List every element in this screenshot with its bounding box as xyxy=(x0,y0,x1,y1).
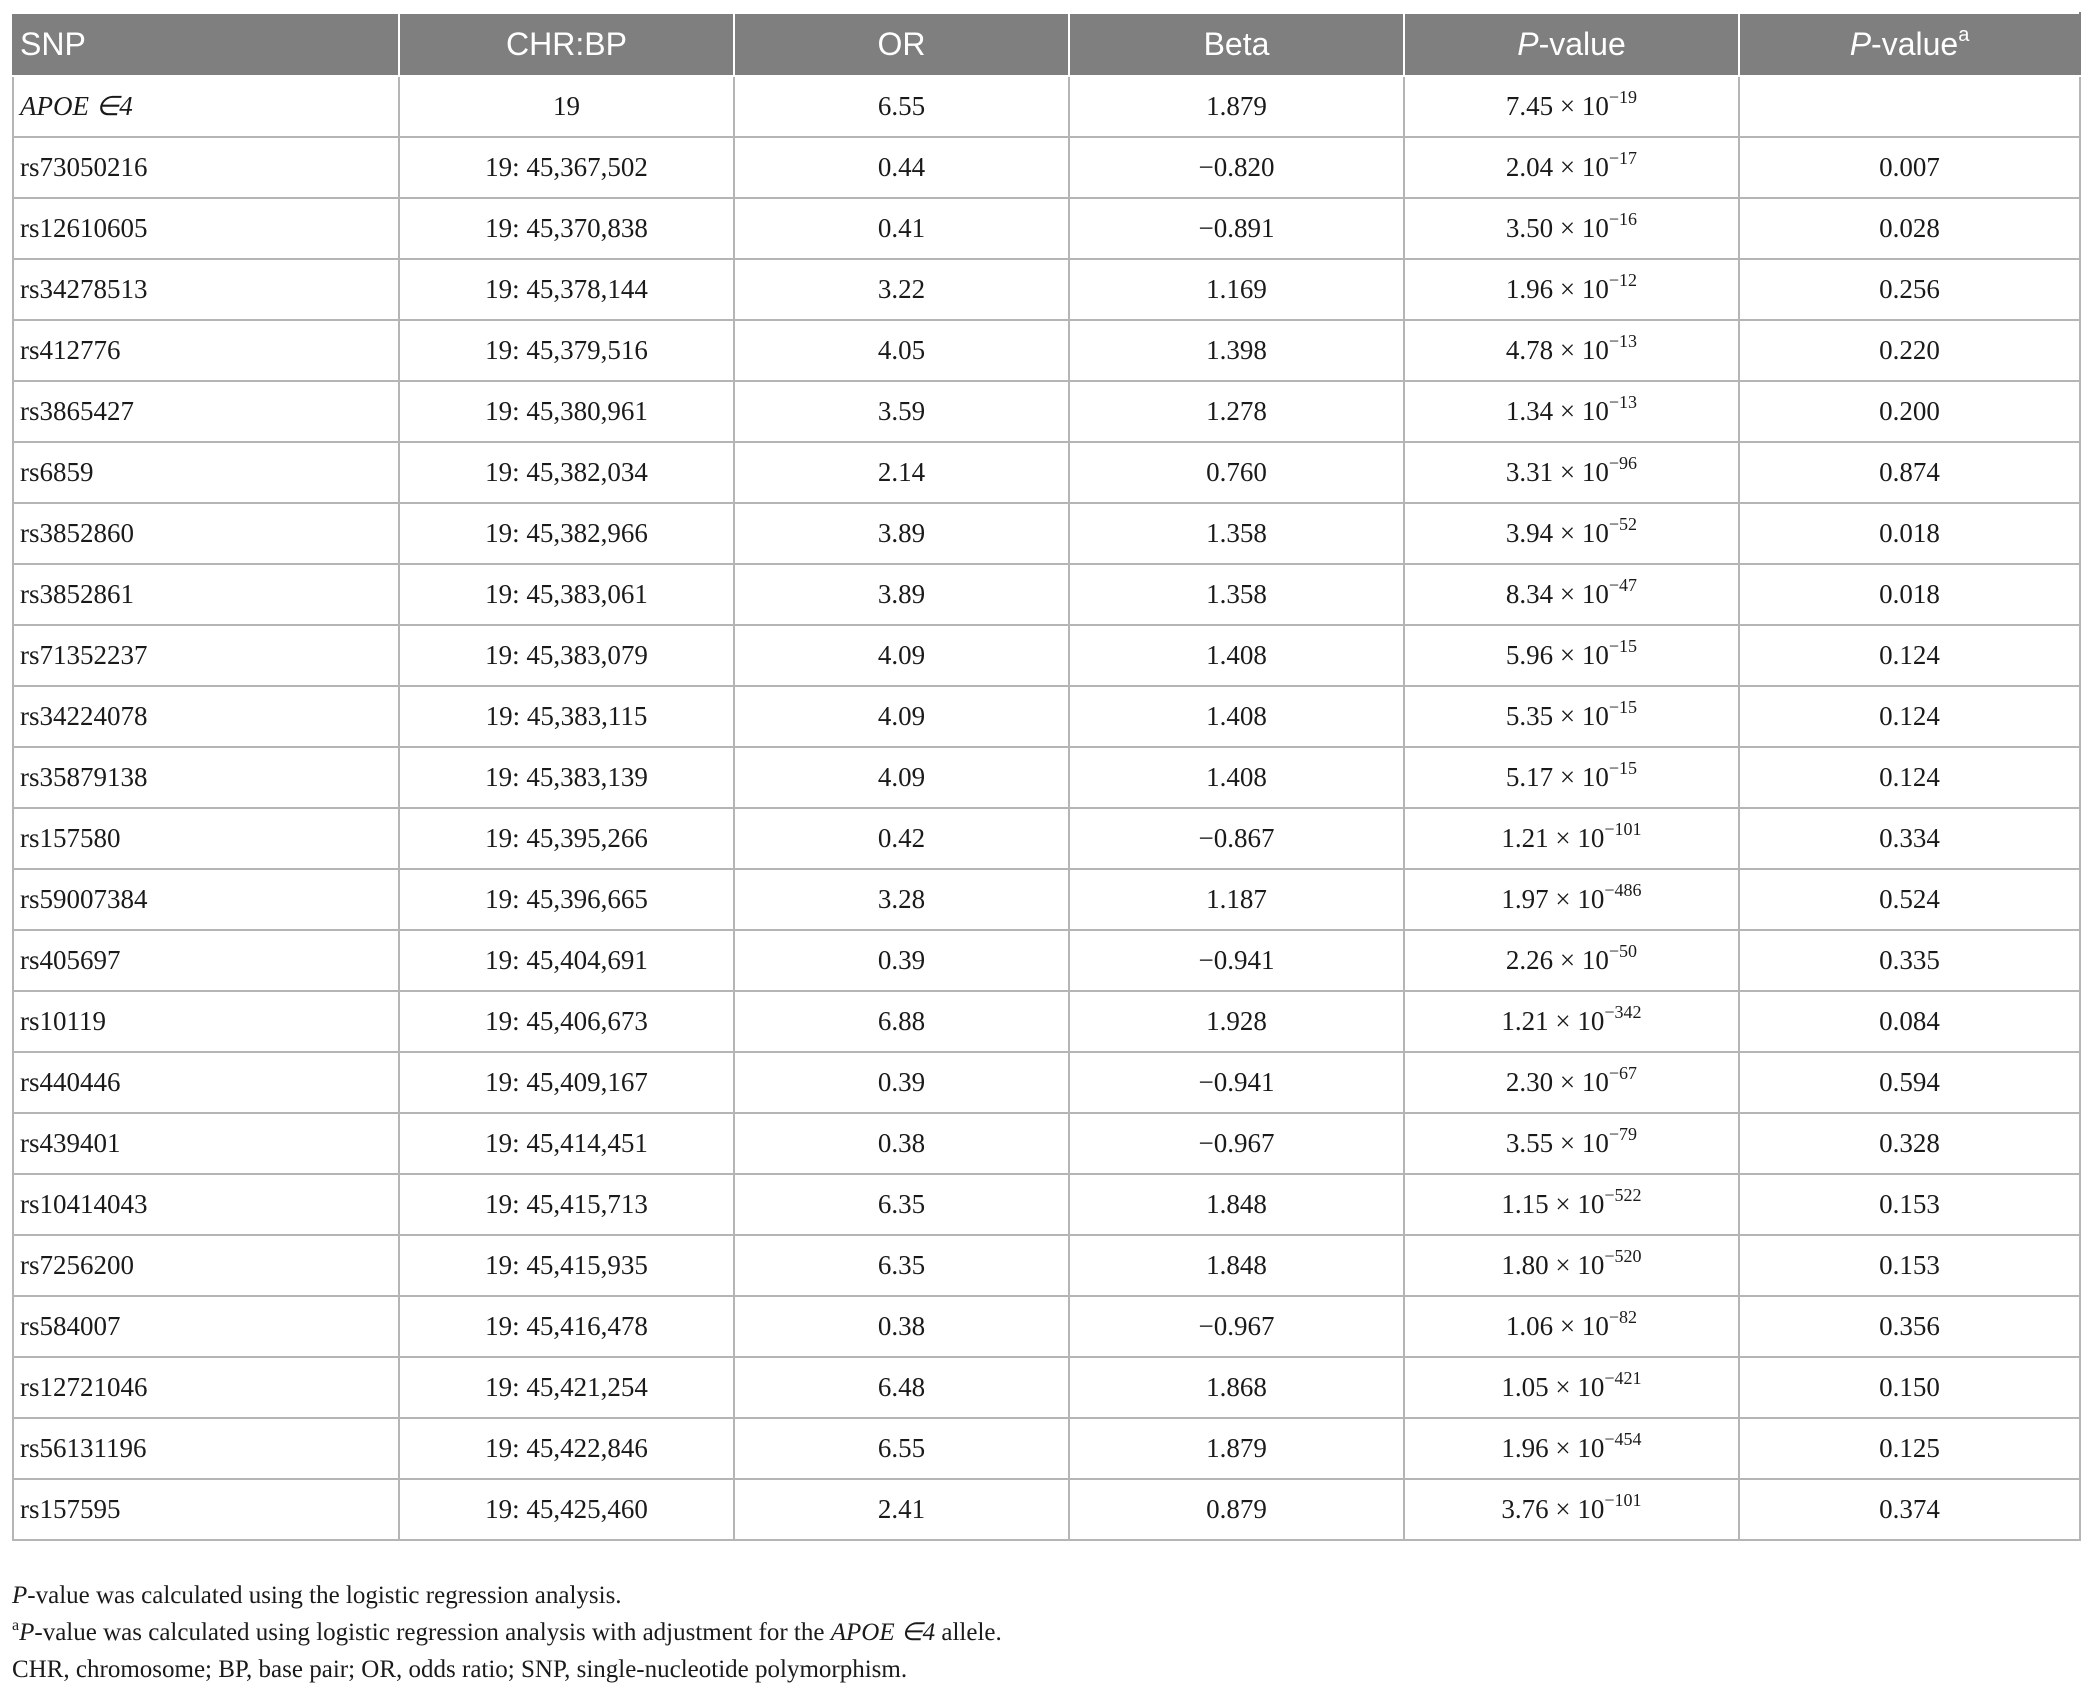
footnote-1 xyxy=(12,1577,2072,1614)
beta-cell: 1.358 xyxy=(1069,503,1404,564)
or-cell: 3.89 xyxy=(734,564,1069,625)
snp-cell: rs34224078 xyxy=(13,686,399,747)
table-row xyxy=(13,320,2080,381)
header-row xyxy=(13,13,2080,76)
chr-bp-cell: 19: 45,396,665 xyxy=(399,869,734,930)
table-row xyxy=(13,76,2080,137)
table-row xyxy=(13,381,2080,442)
table-row xyxy=(13,503,2080,564)
chr-bp-cell: 19: 45,380,961 xyxy=(399,381,734,442)
p-value-exponent: −342 xyxy=(1604,1002,1642,1022)
beta-cell: 1.187 xyxy=(1069,869,1404,930)
snp-cell: rs56131196 xyxy=(13,1418,399,1479)
p-value-adjusted-cell: 0.084 xyxy=(1739,991,2080,1052)
p-value-cell xyxy=(1404,808,1739,869)
table-row xyxy=(13,259,2080,320)
p-value-adjusted-cell: 0.594 xyxy=(1739,1052,2080,1113)
beta-cell: 1.358 xyxy=(1069,564,1404,625)
table-row xyxy=(13,1296,2080,1357)
p-value-exponent: −13 xyxy=(1608,331,1638,351)
or-cell: 0.39 xyxy=(734,930,1069,991)
chr-bp-cell: 19: 45,415,713 xyxy=(399,1174,734,1235)
beta-cell: −0.967 xyxy=(1069,1296,1404,1357)
p-value-exponent: −522 xyxy=(1604,1185,1642,1205)
p-value-adjusted-cell: 0.524 xyxy=(1739,869,2080,930)
footnote-3: CHR, chromosome; BP, base pair; OR, odds ratio; SNP, single-nucleotide polymorphism. xyxy=(12,1656,908,1683)
beta-cell: 1.398 xyxy=(1069,320,1404,381)
p-value-adjusted-cell: 0.124 xyxy=(1739,686,2080,747)
p-value-mantissa: 3.50 × 10 xyxy=(1505,213,1609,243)
header-padj-suffix: -value xyxy=(1871,26,1959,62)
p-value-mantissa: 1.06 × 10 xyxy=(1505,1311,1609,1341)
footnote-1-text: -value was calculated using the logistic regression analysis. xyxy=(27,1582,622,1609)
or-cell: 6.48 xyxy=(734,1357,1069,1418)
p-value-mantissa: 1.21 × 10 xyxy=(1501,1006,1605,1036)
beta-cell: 1.278 xyxy=(1069,381,1404,442)
chr-bp-cell: 19: 45,422,846 xyxy=(399,1418,734,1479)
p-value-adjusted-cell: 0.124 xyxy=(1739,747,2080,808)
header-padj-footnote-mark: a xyxy=(1958,24,1970,46)
beta-cell: 1.848 xyxy=(1069,1174,1404,1235)
p-value-adjusted-cell: 0.007 xyxy=(1739,137,2080,198)
p-value-exponent: −19 xyxy=(1608,87,1638,107)
chr-bp-cell: 19: 45,414,451 xyxy=(399,1113,734,1174)
header-chr-bp: CHR:BP xyxy=(399,13,734,76)
p-value-mantissa: 2.26 × 10 xyxy=(1505,945,1609,975)
p-value-adjusted-cell: 0.256 xyxy=(1739,259,2080,320)
beta-cell: 1.868 xyxy=(1069,1357,1404,1418)
table-footnotes xyxy=(12,1577,2072,1688)
p-value-exponent: −47 xyxy=(1608,575,1638,595)
p-value-adjusted-cell: 0.124 xyxy=(1739,625,2080,686)
table-row xyxy=(13,686,2080,747)
table-row xyxy=(13,1052,2080,1113)
snp-cell: rs10119 xyxy=(13,991,399,1052)
table-row xyxy=(13,1357,2080,1418)
or-cell: 0.39 xyxy=(734,1052,1069,1113)
or-cell: 4.09 xyxy=(734,747,1069,808)
p-value-adjusted-cell: 0.334 xyxy=(1739,808,2080,869)
beta-cell: −0.941 xyxy=(1069,1052,1404,1113)
header-p-value xyxy=(1404,13,1739,76)
or-cell: 0.41 xyxy=(734,198,1069,259)
header-p-letter: P xyxy=(1517,26,1539,62)
p-value-adjusted-cell: 0.356 xyxy=(1739,1296,2080,1357)
p-value-exponent: −13 xyxy=(1608,392,1638,412)
chr-bp-cell: 19: 45,421,254 xyxy=(399,1357,734,1418)
p-value-exponent: −50 xyxy=(1608,941,1638,961)
p-value-exponent: −486 xyxy=(1604,880,1642,900)
or-cell: 4.09 xyxy=(734,625,1069,686)
chr-bp-cell: 19: 45,370,838 xyxy=(399,198,734,259)
table-row xyxy=(13,808,2080,869)
table-row xyxy=(13,442,2080,503)
p-value-cell xyxy=(1404,625,1739,686)
p-value-adjusted-cell: 0.200 xyxy=(1739,381,2080,442)
chr-bp-cell: 19: 45,404,691 xyxy=(399,930,734,991)
beta-cell: −0.941 xyxy=(1069,930,1404,991)
or-cell: 0.38 xyxy=(734,1113,1069,1174)
p-value-adjusted-cell: 0.153 xyxy=(1739,1174,2080,1235)
chr-bp-cell: 19: 45,378,144 xyxy=(399,259,734,320)
table-row xyxy=(13,1113,2080,1174)
p-value-mantissa: 2.04 × 10 xyxy=(1505,152,1609,182)
or-cell: 6.88 xyxy=(734,991,1069,1052)
chr-bp-cell: 19: 45,382,966 xyxy=(399,503,734,564)
table-row xyxy=(13,625,2080,686)
p-value-mantissa: 3.55 × 10 xyxy=(1505,1128,1609,1158)
p-value-mantissa: 8.34 × 10 xyxy=(1505,579,1609,609)
table-row xyxy=(13,564,2080,625)
p-value-mantissa: 7.45 × 10 xyxy=(1505,91,1609,121)
p-value-adjusted-cell: 0.874 xyxy=(1739,442,2080,503)
p-value-adjusted-cell: 0.328 xyxy=(1739,1113,2080,1174)
p-value-cell xyxy=(1404,930,1739,991)
p-value-cell xyxy=(1404,381,1739,442)
snp-cell: rs34278513 xyxy=(13,259,399,320)
p-value-exponent: −67 xyxy=(1608,1063,1638,1083)
chr-bp-cell: 19 xyxy=(399,76,734,137)
footnote-2-apoe: APOE ∈4 xyxy=(830,1619,936,1646)
snp-cell: rs3852861 xyxy=(13,564,399,625)
beta-cell: 1.408 xyxy=(1069,686,1404,747)
p-value-cell xyxy=(1404,686,1739,747)
snp-cell: APOE ∈4 xyxy=(13,76,399,137)
or-cell: 3.89 xyxy=(734,503,1069,564)
p-value-cell xyxy=(1404,869,1739,930)
p-value-cell xyxy=(1404,320,1739,381)
p-value-adjusted-cell: 0.153 xyxy=(1739,1235,2080,1296)
p-value-cell xyxy=(1404,747,1739,808)
p-value-cell xyxy=(1404,1418,1739,1479)
or-cell: 3.22 xyxy=(734,259,1069,320)
p-value-mantissa: 1.05 × 10 xyxy=(1501,1372,1605,1402)
p-value-mantissa: 1.80 × 10 xyxy=(1501,1250,1605,1280)
snp-cell: rs35879138 xyxy=(13,747,399,808)
snp-cell: rs6859 xyxy=(13,442,399,503)
snp-cell: rs3865427 xyxy=(13,381,399,442)
snp-association-table xyxy=(12,12,2081,1541)
table-row xyxy=(13,1418,2080,1479)
p-value-cell xyxy=(1404,1113,1739,1174)
snp-cell: rs412776 xyxy=(13,320,399,381)
p-value-cell xyxy=(1404,1174,1739,1235)
p-value-exponent: −454 xyxy=(1604,1429,1642,1449)
header-snp: SNP xyxy=(13,13,399,76)
chr-bp-cell: 19: 45,409,167 xyxy=(399,1052,734,1113)
p-value-mantissa: 3.76 × 10 xyxy=(1501,1494,1605,1524)
p-value-exponent: −82 xyxy=(1608,1307,1638,1327)
p-value-cell xyxy=(1404,1052,1739,1113)
snp-cell: rs440446 xyxy=(13,1052,399,1113)
chr-bp-cell: 19: 45,382,034 xyxy=(399,442,734,503)
snp-cell: rs7256200 xyxy=(13,1235,399,1296)
p-value-exponent: −15 xyxy=(1608,697,1638,717)
p-value-cell xyxy=(1404,1479,1739,1540)
or-cell: 6.35 xyxy=(734,1235,1069,1296)
chr-bp-cell: 19: 45,383,139 xyxy=(399,747,734,808)
p-value-exponent: −15 xyxy=(1608,758,1638,778)
chr-bp-cell: 19: 45,383,079 xyxy=(399,625,734,686)
header-p-value-adjusted xyxy=(1739,13,2080,76)
p-value-exponent: −421 xyxy=(1604,1368,1642,1388)
table-row xyxy=(13,137,2080,198)
beta-cell: 1.848 xyxy=(1069,1235,1404,1296)
or-cell: 4.09 xyxy=(734,686,1069,747)
or-cell: 6.55 xyxy=(734,1418,1069,1479)
p-value-exponent: −12 xyxy=(1608,270,1638,290)
p-value-cell xyxy=(1404,991,1739,1052)
p-value-cell xyxy=(1404,564,1739,625)
chr-bp-cell: 19: 45,425,460 xyxy=(399,1479,734,1540)
snp-cell: rs71352237 xyxy=(13,625,399,686)
p-value-mantissa: 1.96 × 10 xyxy=(1501,1433,1605,1463)
snp-cell: rs12610605 xyxy=(13,198,399,259)
p-value-exponent: −96 xyxy=(1608,453,1638,473)
table-row xyxy=(13,1174,2080,1235)
footnote-1-p: P xyxy=(12,1582,28,1609)
p-value-adjusted-cell: 0.018 xyxy=(1739,503,2080,564)
results-table-container xyxy=(12,12,2079,1541)
footnote-2 xyxy=(12,1614,2072,1651)
p-value-mantissa: 3.94 × 10 xyxy=(1505,518,1609,548)
footnote-2-text: -value was calculated using logistic regression analysis with adjustment for the xyxy=(34,1619,831,1646)
p-value-cell xyxy=(1404,76,1739,137)
p-value-cell xyxy=(1404,442,1739,503)
p-value-mantissa: 3.31 × 10 xyxy=(1505,457,1609,487)
p-value-adjusted-cell: 0.150 xyxy=(1739,1357,2080,1418)
or-cell: 0.44 xyxy=(734,137,1069,198)
snp-cell: rs405697 xyxy=(13,930,399,991)
or-cell: 2.14 xyxy=(734,442,1069,503)
chr-bp-cell: 19: 45,383,115 xyxy=(399,686,734,747)
p-value-exponent: −52 xyxy=(1608,514,1638,534)
chr-bp-cell: 19: 45,367,502 xyxy=(399,137,734,198)
p-value-cell xyxy=(1404,503,1739,564)
chr-bp-cell: 19: 45,406,673 xyxy=(399,991,734,1052)
snp-cell: rs157580 xyxy=(13,808,399,869)
chr-bp-cell: 19: 45,383,061 xyxy=(399,564,734,625)
beta-cell: 1.408 xyxy=(1069,625,1404,686)
or-cell: 0.38 xyxy=(734,1296,1069,1357)
chr-bp-cell: 19: 45,415,935 xyxy=(399,1235,734,1296)
header-or: OR xyxy=(734,13,1069,76)
table-body xyxy=(13,76,2080,1540)
footnote-2-end: allele. xyxy=(935,1619,1002,1646)
p-value-adjusted-cell xyxy=(1739,76,2080,137)
table-row xyxy=(13,198,2080,259)
p-value-adjusted-cell: 0.335 xyxy=(1739,930,2080,991)
p-value-mantissa: 2.30 × 10 xyxy=(1505,1067,1609,1097)
header-p-suffix: -value xyxy=(1538,26,1626,62)
chr-bp-cell: 19: 45,416,478 xyxy=(399,1296,734,1357)
beta-cell: 1.879 xyxy=(1069,1418,1404,1479)
beta-cell: −0.820 xyxy=(1069,137,1404,198)
p-value-cell xyxy=(1404,1357,1739,1418)
beta-cell: 1.928 xyxy=(1069,991,1404,1052)
snp-cell: rs584007 xyxy=(13,1296,399,1357)
table-row xyxy=(13,747,2080,808)
or-cell: 6.55 xyxy=(734,76,1069,137)
or-cell: 2.41 xyxy=(734,1479,1069,1540)
chr-bp-cell: 19: 45,395,266 xyxy=(399,808,734,869)
p-value-adjusted-cell: 0.028 xyxy=(1739,198,2080,259)
beta-cell: 1.879 xyxy=(1069,76,1404,137)
p-value-cell xyxy=(1404,1235,1739,1296)
p-value-exponent: −79 xyxy=(1608,1124,1638,1144)
p-value-cell xyxy=(1404,137,1739,198)
snp-cell: rs59007384 xyxy=(13,869,399,930)
footnote-2-mark: a xyxy=(12,1617,20,1634)
p-value-exponent: −17 xyxy=(1608,148,1638,168)
header-padj-letter: P xyxy=(1849,26,1872,62)
p-value-adjusted-cell: 0.374 xyxy=(1739,1479,2080,1540)
beta-cell: −0.891 xyxy=(1069,198,1404,259)
table-row xyxy=(13,991,2080,1052)
p-value-mantissa: 5.96 × 10 xyxy=(1505,640,1609,670)
or-cell: 0.42 xyxy=(734,808,1069,869)
table-row xyxy=(13,930,2080,991)
beta-cell: 1.169 xyxy=(1069,259,1404,320)
p-value-exponent: −16 xyxy=(1608,209,1638,229)
table-row xyxy=(13,1235,2080,1296)
p-value-adjusted-cell: 0.220 xyxy=(1739,320,2080,381)
p-value-exponent: −101 xyxy=(1604,1490,1642,1510)
beta-cell: 0.879 xyxy=(1069,1479,1404,1540)
chr-bp-cell: 19: 45,379,516 xyxy=(399,320,734,381)
snp-cell: rs73050216 xyxy=(13,137,399,198)
snp-cell: rs3852860 xyxy=(13,503,399,564)
p-value-exponent: −101 xyxy=(1604,819,1642,839)
p-value-cell xyxy=(1404,1296,1739,1357)
p-value-exponent: −520 xyxy=(1604,1246,1642,1266)
beta-cell: 1.408 xyxy=(1069,747,1404,808)
beta-cell: 0.760 xyxy=(1069,442,1404,503)
snp-cell: rs12721046 xyxy=(13,1357,399,1418)
beta-cell: −0.867 xyxy=(1069,808,1404,869)
table-header xyxy=(13,13,2080,76)
table-row xyxy=(13,1479,2080,1540)
snp-cell: rs10414043 xyxy=(13,1174,399,1235)
or-cell: 4.05 xyxy=(734,320,1069,381)
snp-cell: rs157595 xyxy=(13,1479,399,1540)
p-value-mantissa: 1.34 × 10 xyxy=(1505,396,1609,426)
p-value-adjusted-cell: 0.018 xyxy=(1739,564,2080,625)
p-value-mantissa: 1.21 × 10 xyxy=(1501,823,1605,853)
p-value-cell xyxy=(1404,259,1739,320)
p-value-exponent: −15 xyxy=(1608,636,1638,656)
or-cell: 3.28 xyxy=(734,869,1069,930)
beta-cell: −0.967 xyxy=(1069,1113,1404,1174)
or-cell: 3.59 xyxy=(734,381,1069,442)
p-value-mantissa: 1.15 × 10 xyxy=(1501,1189,1605,1219)
footnote-2-p: P xyxy=(19,1619,35,1646)
p-value-cell xyxy=(1404,198,1739,259)
p-value-mantissa: 1.96 × 10 xyxy=(1505,274,1609,304)
header-beta: Beta xyxy=(1069,13,1404,76)
snp-cell: rs439401 xyxy=(13,1113,399,1174)
p-value-mantissa: 1.97 × 10 xyxy=(1501,884,1605,914)
p-value-mantissa: 5.17 × 10 xyxy=(1505,762,1609,792)
p-value-mantissa: 5.35 × 10 xyxy=(1505,701,1609,731)
p-value-mantissa: 4.78 × 10 xyxy=(1505,335,1609,365)
table-row xyxy=(13,869,2080,930)
or-cell: 6.35 xyxy=(734,1174,1069,1235)
p-value-adjusted-cell: 0.125 xyxy=(1739,1418,2080,1479)
